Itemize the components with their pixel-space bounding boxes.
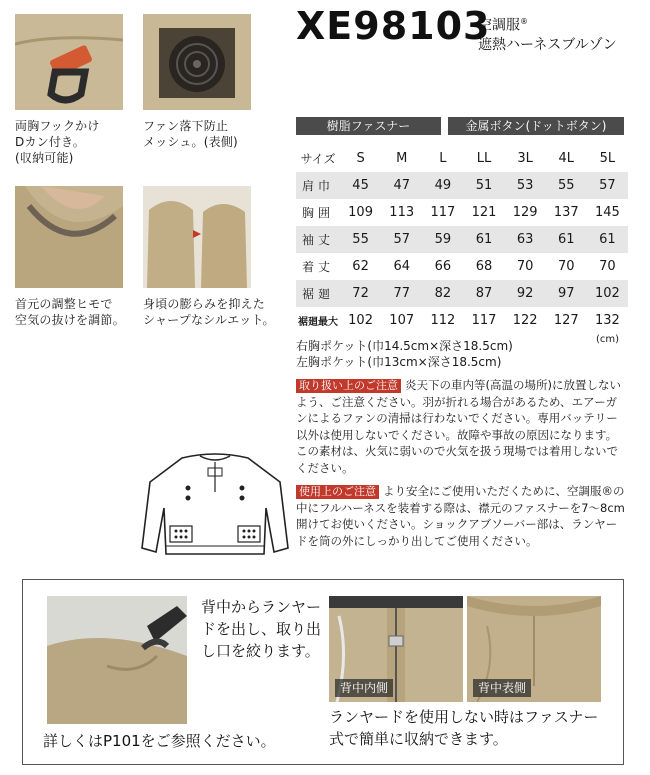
table-cell: 63 <box>505 226 546 253</box>
table-cell: 145 <box>595 205 620 220</box>
row-label: 裾廻 <box>296 280 340 307</box>
product-type: 遮熱ハーネスブルゾン <box>478 36 617 53</box>
table-cell: 53 <box>505 172 546 199</box>
left-fan-icon <box>170 526 192 542</box>
table-cell: 64 <box>393 259 410 274</box>
table-cell: 117 <box>430 205 456 220</box>
table-cell: 87 <box>463 280 504 307</box>
table-cell: 107 <box>389 313 415 328</box>
usage-text: より安全にご使用いただくために、空調服®の中にフルハーネスを装着する際は、襟元のファスナーを7～8cm開けてお使いください。ショックアブソーバー部は、ランヤードを筒の外にしっかり出してご使用ください。 <box>296 484 625 548</box>
table-cell: 113 <box>389 205 415 220</box>
feature-caption-4: 身頃の膨らみを抑えた シャープなシルエット。 <box>143 297 275 327</box>
table-cell: 102 <box>348 313 373 328</box>
storage-note: ランヤードを使用しない時はファスナー式で簡単に収納できます。 <box>329 708 599 748</box>
usage-note <box>296 483 626 549</box>
fan-mesh-icon <box>143 14 251 110</box>
feature-caption-1: 両胸フックかけ Dカン付き。 (収納可能) <box>15 119 100 165</box>
table-cell: 57 <box>587 172 628 199</box>
left-pocket-size: 左胸ポケット(巾13cm×深さ18.5cm) <box>296 355 502 369</box>
right-pocket-size: 右胸ポケット(巾14.5cm×深さ18.5cm) <box>296 339 513 353</box>
table-cell: 102 <box>587 280 628 307</box>
size-header-row <box>296 145 628 172</box>
pocket-dimensions <box>296 338 513 370</box>
table-cell: 70 <box>516 259 534 274</box>
table-cell: 61 <box>546 226 587 253</box>
table-cell: 49 <box>422 172 463 199</box>
table-cell: 70 <box>558 259 575 274</box>
harness-lanyard-icon <box>47 596 187 724</box>
table-cell: 70 <box>599 259 616 274</box>
collar-photo <box>15 186 123 288</box>
table-cell: 121 <box>471 205 497 220</box>
table-row <box>296 307 628 334</box>
handling-badge: 取り扱い上のご注意 <box>296 379 401 393</box>
table-cell: 82 <box>422 280 463 307</box>
table-row <box>296 253 628 280</box>
table-cell: 117 <box>471 313 497 328</box>
table-cell: 97 <box>546 280 587 307</box>
size-cell: M <box>396 151 408 166</box>
usage-badge: 使用上のご注意 <box>296 485 379 499</box>
table-cell: 59 <box>422 226 463 253</box>
table-cell: 92 <box>505 280 546 307</box>
back-outside-label: 背中表側 <box>473 679 531 697</box>
collar-cord-icon <box>15 186 123 288</box>
lanyard-instruction: 背中からランヤードを出し、取り出し口を絞ります。 <box>201 598 322 660</box>
model-number: XE98103 <box>296 4 491 48</box>
size-cell: LL <box>476 151 492 166</box>
size-table <box>296 145 628 334</box>
table-cell: 62 <box>352 259 369 274</box>
row-label: 裾廻最大 <box>298 317 338 328</box>
lanyard-section <box>22 579 624 765</box>
jacket-back-illustration <box>140 448 290 564</box>
table-row <box>296 280 628 307</box>
table-cell: 61 <box>587 226 628 253</box>
row-label: 胸囲 <box>301 206 334 220</box>
size-cell: 4L <box>558 151 575 166</box>
row-label: 肩巾 <box>296 172 340 199</box>
table-cell: 57 <box>381 226 422 253</box>
size-label: サイズ <box>300 152 336 166</box>
table-cell: 112 <box>430 313 456 328</box>
size-cell: 3L <box>517 151 533 166</box>
product-name <box>478 12 617 55</box>
fan-mesh-photo <box>143 14 251 110</box>
table-cell: 68 <box>475 259 493 274</box>
table-cell: 61 <box>463 226 504 253</box>
unit-label: (cm) <box>596 334 620 345</box>
table-cell: 127 <box>553 313 579 328</box>
table-cell: 55 <box>340 226 381 253</box>
table-cell: 132 <box>595 313 620 328</box>
registered-mark: ® <box>520 17 528 26</box>
table-cell: 47 <box>381 172 422 199</box>
table-cell: 137 <box>553 205 579 220</box>
silhouette-compare-icon <box>143 186 251 288</box>
d-ring-photo <box>15 14 123 110</box>
table-cell: 129 <box>512 205 538 220</box>
size-cell: 5L <box>599 151 616 166</box>
row-label: 袖丈 <box>296 226 340 253</box>
handling-text: 炎天下の車内等(高温の場所)に放置しないよう、ご注意ください。羽が折れる場合があるため、エアーガンによるファンの清掃は行わないでください。専用バッテリー以外は使用しないでください。故障や事故の原因になります。この素材は、火気に弱いので火気を扱う現場では着用しないでください。 <box>296 378 621 475</box>
table-cell: 77 <box>381 280 422 307</box>
lanyard-photo <box>47 596 187 724</box>
feature-caption-3: 首元の調整ヒモで 空気の抜けを調節。 <box>15 297 125 327</box>
reference-note: 詳しくはP101をご参照ください。 <box>43 732 276 750</box>
closure-type-metal-button: 金属ボタン(ドットボタン) <box>448 117 624 135</box>
size-cell: L <box>439 151 447 166</box>
right-fan-icon <box>238 526 260 542</box>
table-row <box>296 199 628 226</box>
table-cell: 72 <box>340 280 381 307</box>
feature-caption-2: ファン落下防止 メッシュ。(表側) <box>143 119 238 149</box>
d-ring-icon <box>15 14 123 110</box>
silhouette-photo <box>143 186 251 288</box>
back-inside-label: 背中内側 <box>335 679 393 697</box>
table-cell: 122 <box>512 313 538 328</box>
table-cell: 109 <box>348 205 373 220</box>
table-cell: 55 <box>546 172 587 199</box>
brand-name: 空調服 <box>478 17 520 34</box>
handling-note <box>296 377 626 476</box>
size-cell: S <box>356 151 365 166</box>
table-cell: 66 <box>434 259 452 274</box>
table-row <box>296 172 628 199</box>
row-label: 着丈 <box>301 260 334 274</box>
table-cell: 45 <box>340 172 381 199</box>
table-cell: 51 <box>463 172 504 199</box>
closure-type-resin-zipper: 樹脂ファスナー <box>296 117 441 135</box>
table-row <box>296 226 628 253</box>
